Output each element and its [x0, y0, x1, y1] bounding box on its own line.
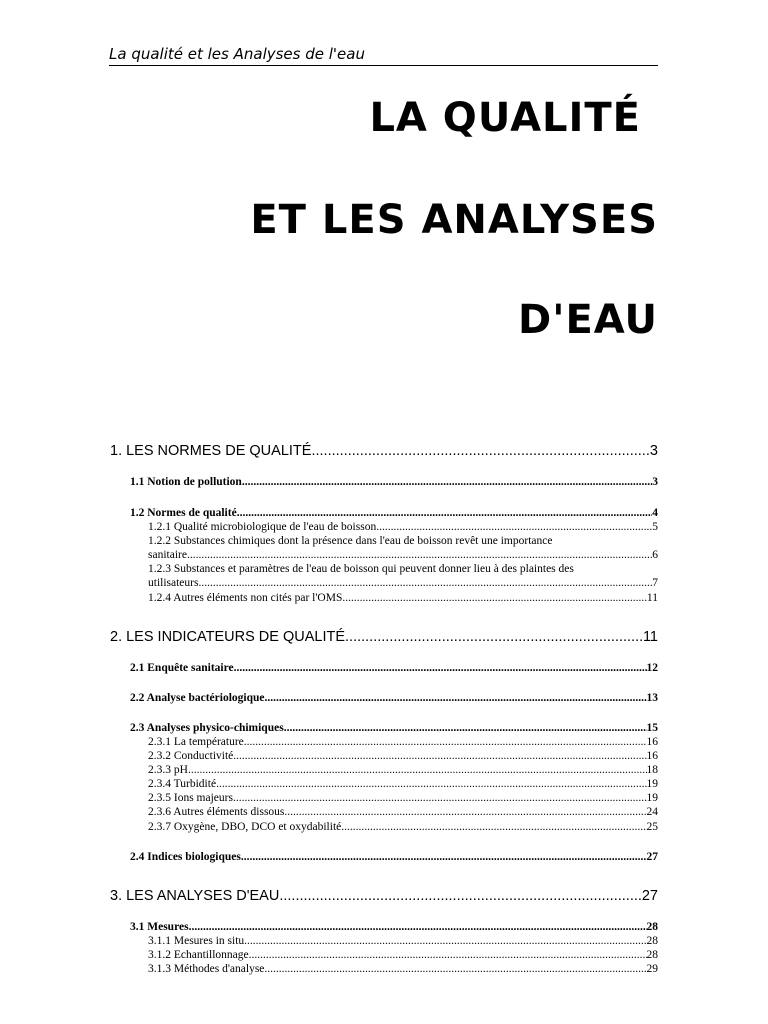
- toc-entry-2-3-3[interactable]: [0, 763, 658, 777]
- toc-leader: [188, 763, 647, 777]
- toc-leader: [284, 721, 647, 735]
- toc-page-number: 3: [652, 476, 658, 488]
- toc-page-number: 24: [646, 806, 658, 818]
- toc-label: 2.3.7 Oxygène, DBO, DCO et oxydabilité: [148, 821, 342, 833]
- toc-entry-2-3-6[interactable]: [0, 805, 658, 819]
- toc-page-number: 27: [641, 888, 658, 904]
- toc-leader: [341, 820, 646, 834]
- toc-label: 1. LES NORMES DE QUALITÉ: [110, 443, 312, 459]
- toc-page-number: 28: [646, 935, 658, 947]
- running-header: La qualité et les Analyses de l'eau: [109, 44, 658, 66]
- toc-entry-1-1[interactable]: [0, 475, 658, 489]
- toc-entry-2-2[interactable]: [0, 691, 658, 705]
- toc-entry-section-1[interactable]: [0, 442, 658, 460]
- toc-entry-2-3[interactable]: [0, 721, 658, 735]
- title-line-2: ET LES ANALYSES: [250, 197, 658, 243]
- title-line-1: LA QUALITÉ: [369, 95, 641, 141]
- toc-label: 1.2 Normes de qualité: [130, 507, 237, 519]
- toc-leader: [234, 661, 647, 675]
- toc-leader: [264, 962, 646, 976]
- toc-leader: [345, 628, 643, 646]
- toc-leader: [279, 887, 642, 905]
- toc-page-number: 13: [646, 692, 658, 704]
- toc-page-number: 19: [646, 778, 658, 790]
- toc-entry-2-3-5[interactable]: [0, 791, 658, 805]
- toc-leader: [241, 850, 647, 864]
- toc-leader: [376, 520, 652, 534]
- toc-label: 3.1.2 Echantillonnage: [148, 949, 249, 961]
- toc-leader: [189, 920, 647, 934]
- toc-page-number: 25: [646, 821, 658, 833]
- toc-entry-1-2-3[interactable]: [0, 576, 658, 590]
- toc-entry-3-1[interactable]: [0, 920, 658, 934]
- toc-leader: [244, 735, 647, 749]
- toc-leader: [342, 591, 647, 605]
- toc-label: 2.3.2 Conductivité: [148, 750, 234, 762]
- toc-entry-1-2-2[interactable]: [0, 548, 658, 562]
- toc-label: 2.2 Analyse bactériologique: [130, 692, 265, 704]
- toc-label: 3. LES ANALYSES D'EAU: [110, 888, 280, 904]
- toc-label: sanitaire: [148, 549, 187, 561]
- toc-page-number: 4: [652, 507, 658, 519]
- toc-entry-2-4[interactable]: [0, 850, 658, 864]
- toc-entry-3-1-3[interactable]: [0, 962, 658, 976]
- toc-label: utilisateurs: [148, 577, 199, 589]
- toc-label: 2.3.1 La température: [148, 736, 244, 748]
- toc-label: 1.2.1 Qualité microbiologique de l'eau de boisson: [148, 521, 377, 533]
- toc-label: 3.1.1 Mesures in situ: [148, 935, 245, 947]
- toc-page-number: 12: [646, 662, 658, 674]
- toc-leader: [233, 791, 647, 805]
- toc-leader: [237, 506, 653, 520]
- toc-leader: [284, 805, 646, 819]
- toc-page-number: 11: [646, 592, 658, 604]
- toc-entry-2-3-7[interactable]: [0, 820, 658, 834]
- toc-label: 2. LES INDICATEURS DE QUALITÉ: [110, 629, 346, 645]
- toc-entry-3-1-2[interactable]: [0, 948, 658, 962]
- toc-page-number: 18: [646, 764, 658, 776]
- title-line-3: D'EAU: [518, 297, 658, 343]
- toc-label: 3.1.3 Méthodes d'analyse: [148, 963, 265, 975]
- toc-page-number: 27: [646, 851, 658, 863]
- toc-label: 2.3.3 pH: [148, 764, 188, 776]
- toc-leader: [265, 691, 647, 705]
- toc-leader: [233, 749, 646, 763]
- toc-page-number: 3: [649, 443, 658, 459]
- toc-label: 2.1 Enquête sanitaire: [130, 662, 234, 674]
- toc-entry-2-3-4[interactable]: [0, 777, 658, 791]
- toc-leader: [249, 948, 647, 962]
- toc-entry-1-2-3-line1[interactable]: 1.2.3 Substances et paramètres de l'eau de boisson qui peuvent donner lieu à des plaintes des: [148, 563, 574, 575]
- toc-entry-2-1[interactable]: [0, 661, 658, 675]
- toc-leader: [216, 777, 646, 791]
- toc-entry-section-2[interactable]: [0, 628, 658, 646]
- toc-entry-section-3[interactable]: [0, 887, 658, 905]
- toc-entry-2-3-1[interactable]: [0, 735, 658, 749]
- toc-leader: [198, 576, 652, 590]
- toc-label: 2.3.4 Turbidité: [148, 778, 217, 790]
- toc-leader: [244, 934, 646, 948]
- toc-page-number: 28: [646, 921, 658, 933]
- toc-label: 1.1 Notion de pollution: [130, 476, 242, 488]
- toc-page-number: 19: [646, 792, 658, 804]
- toc-page-number: 6: [652, 549, 658, 561]
- toc-label: 3.1 Mesures: [130, 921, 189, 933]
- toc-label: 2.3.6 Autres éléments dissous: [148, 806, 285, 818]
- toc-entry-1-2[interactable]: [0, 506, 658, 520]
- toc-leader: [311, 442, 649, 460]
- toc-page-number: 7: [652, 577, 658, 589]
- toc-page-number: 11: [642, 629, 658, 645]
- toc-leader: [187, 548, 652, 562]
- toc-leader: [242, 475, 652, 489]
- toc-page-number: 5: [652, 521, 658, 533]
- toc-entry-3-1-1[interactable]: [0, 934, 658, 948]
- toc-page-number: 16: [646, 736, 658, 748]
- toc-label: 1.2.4 Autres éléments non cités par l'OMS: [148, 592, 343, 604]
- toc-page-number: 29: [646, 963, 658, 975]
- toc-page-number: 28: [646, 949, 658, 961]
- toc-entry-1-2-4[interactable]: [0, 591, 658, 605]
- toc-label: 2.3 Analyses physico-chimiques: [130, 722, 284, 734]
- toc-entry-1-2-1[interactable]: [0, 520, 658, 534]
- toc-entry-2-3-2[interactable]: [0, 749, 658, 763]
- toc-page-number: 15: [646, 722, 658, 734]
- toc-entry-1-2-2-line1[interactable]: 1.2.2 Substances chimiques dont la présence dans l'eau de boisson revêt une importance: [148, 535, 553, 547]
- toc-page-number: 16: [646, 750, 658, 762]
- toc-label: 2.3.5 Ions majeurs: [148, 792, 233, 804]
- toc-label: 2.4 Indices biologiques: [130, 851, 241, 863]
